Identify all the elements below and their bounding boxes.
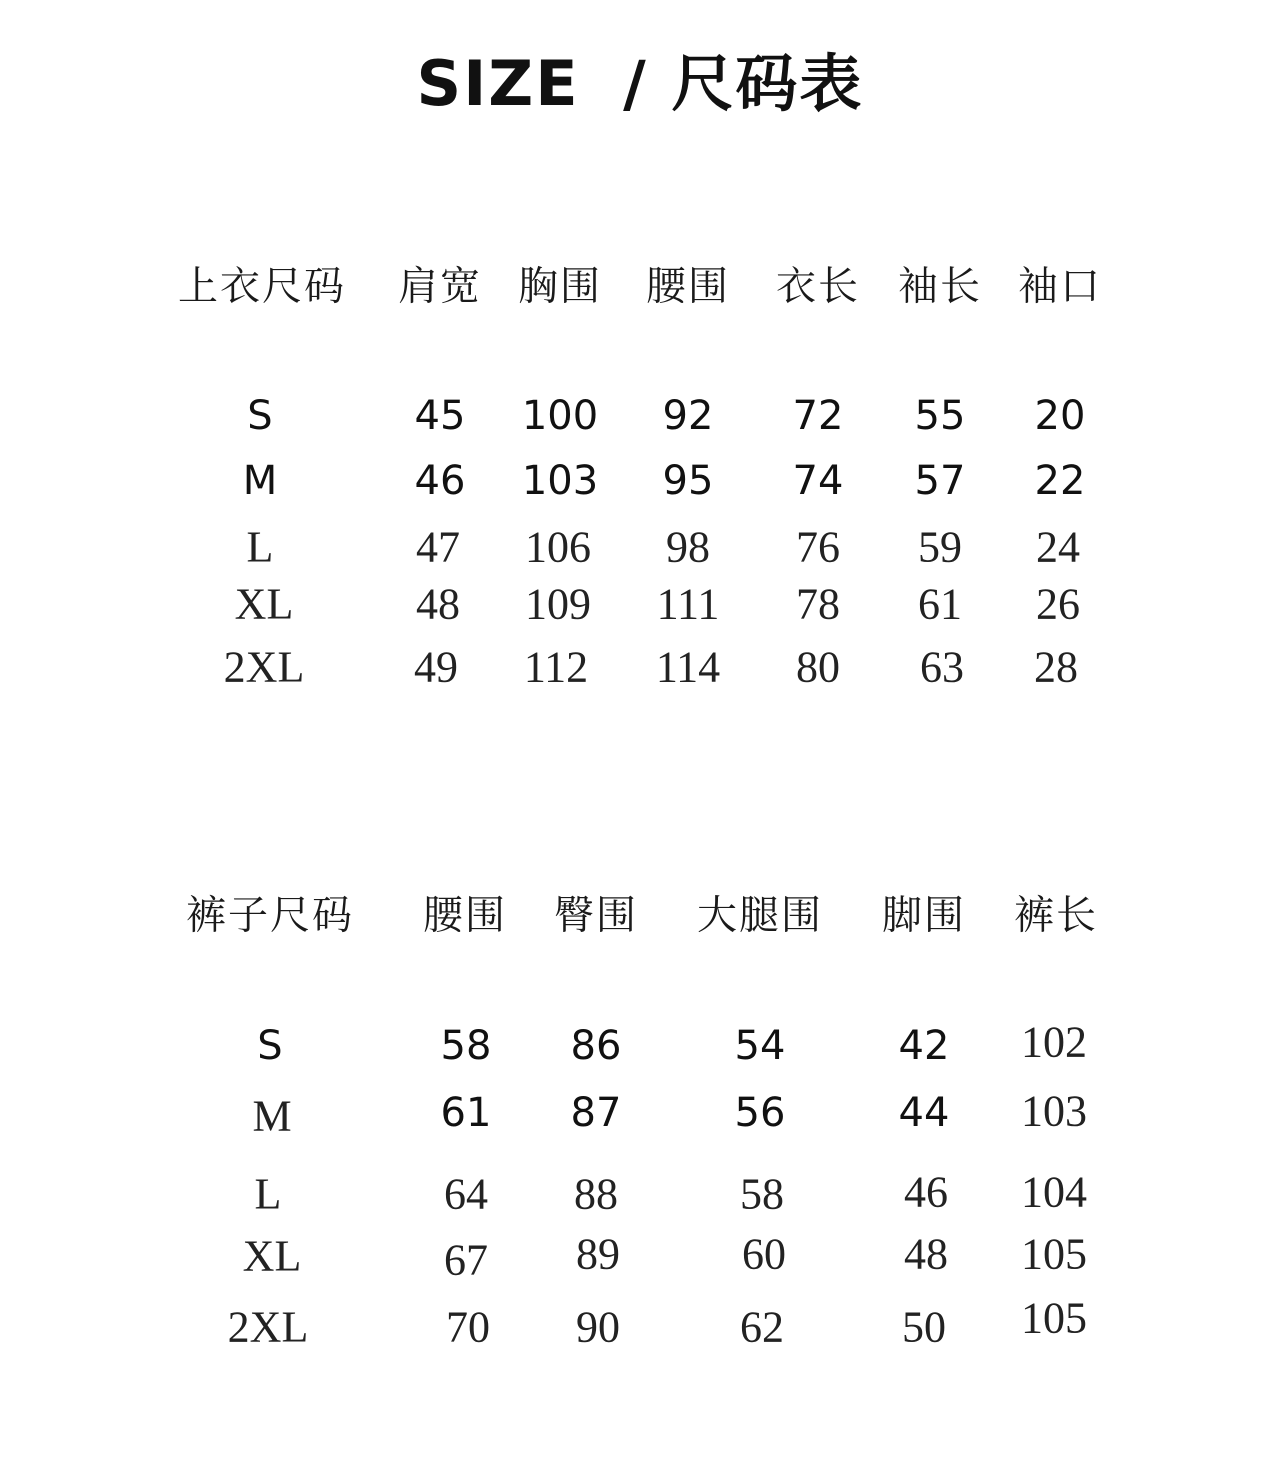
pants-header-hip: 臀围 [554,892,638,939]
pants-cell: 103 [1021,1086,1087,1136]
top-cell: 114 [655,642,721,692]
pants-cell: 90 [576,1302,620,1352]
top-cell: 26 [1036,579,1080,629]
pants-row-size: 2XL [227,1302,309,1352]
top-cell: 74 [792,458,844,504]
pants-cell: 86 [570,1023,622,1069]
pants-cell: 61 [440,1090,492,1136]
pants-cell: 56 [734,1090,786,1136]
top-cell: 55 [914,393,966,439]
title-slash: / [623,47,648,120]
top-cell: 78 [796,579,840,629]
top-cell: 57 [914,458,966,504]
top-header-chest: 胸围 [518,263,602,310]
top-cell: 48 [416,579,460,629]
top-header-size: 上衣尺码 [178,263,346,310]
title-chinese: 尺码表 [671,47,864,120]
top-cell: 45 [414,393,466,439]
pants-cell: 64 [444,1169,488,1219]
pants-cell: 87 [570,1090,622,1136]
top-cell: 106 [525,522,591,572]
pants-header-waist: 腰围 [423,892,507,939]
top-cell: 95 [662,458,714,504]
top-cell: 22 [1034,458,1086,504]
pants-header-thigh: 大腿围 [697,892,823,939]
top-cell: 20 [1034,393,1086,439]
pants-cell: 54 [734,1023,786,1069]
pants-header-size: 裤子尺码 [186,892,354,939]
pants-cell: 105 [1021,1293,1087,1343]
pants-row-size: M [252,1091,292,1141]
top-cell: 92 [662,393,714,439]
top-cell: 46 [414,458,466,504]
top-cell: 72 [792,393,844,439]
page-title [0,42,1280,126]
top-row-size: M [242,458,278,504]
pants-row-size: S [257,1023,283,1069]
top-cell: 103 [521,458,599,504]
top-row-size: S [247,393,273,439]
top-header-waist: 腰围 [646,263,730,310]
pants-cell: 62 [740,1302,784,1352]
pants-row-size: L [254,1169,282,1219]
top-cell: 98 [666,522,710,572]
top-cell: 109 [525,579,591,629]
pants-cell: 104 [1021,1167,1087,1217]
pants-cell: 102 [1021,1017,1087,1067]
top-cell: 100 [521,393,599,439]
top-header-sleeve: 袖长 [898,263,982,310]
top-cell: 61 [918,579,962,629]
top-cell: 80 [796,642,840,692]
top-header-shoulder: 肩宽 [398,263,482,310]
top-header-length: 衣长 [776,263,860,310]
pants-cell: 88 [574,1169,618,1219]
pants-row-size: XL [242,1231,302,1281]
pants-cell: 46 [904,1167,948,1217]
pants-cell: 58 [440,1023,492,1069]
pants-header-hem: 脚围 [882,892,966,939]
top-cell: 76 [796,522,840,572]
top-cell: 28 [1034,642,1078,692]
title-size: SIZE [416,47,580,120]
top-cell: 59 [918,522,962,572]
top-row-size: L [246,522,274,572]
pants-cell: 60 [742,1229,786,1279]
pants-cell: 42 [898,1023,950,1069]
pants-cell: 105 [1021,1229,1087,1279]
pants-cell: 58 [740,1169,784,1219]
top-cell: 112 [523,642,589,692]
pants-cell: 50 [902,1302,946,1352]
top-row-size: XL [234,579,294,629]
top-row-size: 2XL [223,642,305,692]
top-header-cuff: 袖口 [1018,263,1102,310]
top-cell: 63 [920,642,964,692]
pants-header-length: 裤长 [1014,892,1098,939]
pants-cell: 44 [898,1090,950,1136]
pants-cell: 70 [446,1302,490,1352]
pants-cell: 67 [444,1235,488,1285]
top-cell: 111 [656,579,720,629]
top-cell: 47 [416,522,460,572]
top-cell: 24 [1036,522,1080,572]
pants-cell: 48 [904,1229,948,1279]
top-cell: 49 [414,642,458,692]
pants-cell: 89 [576,1229,620,1279]
